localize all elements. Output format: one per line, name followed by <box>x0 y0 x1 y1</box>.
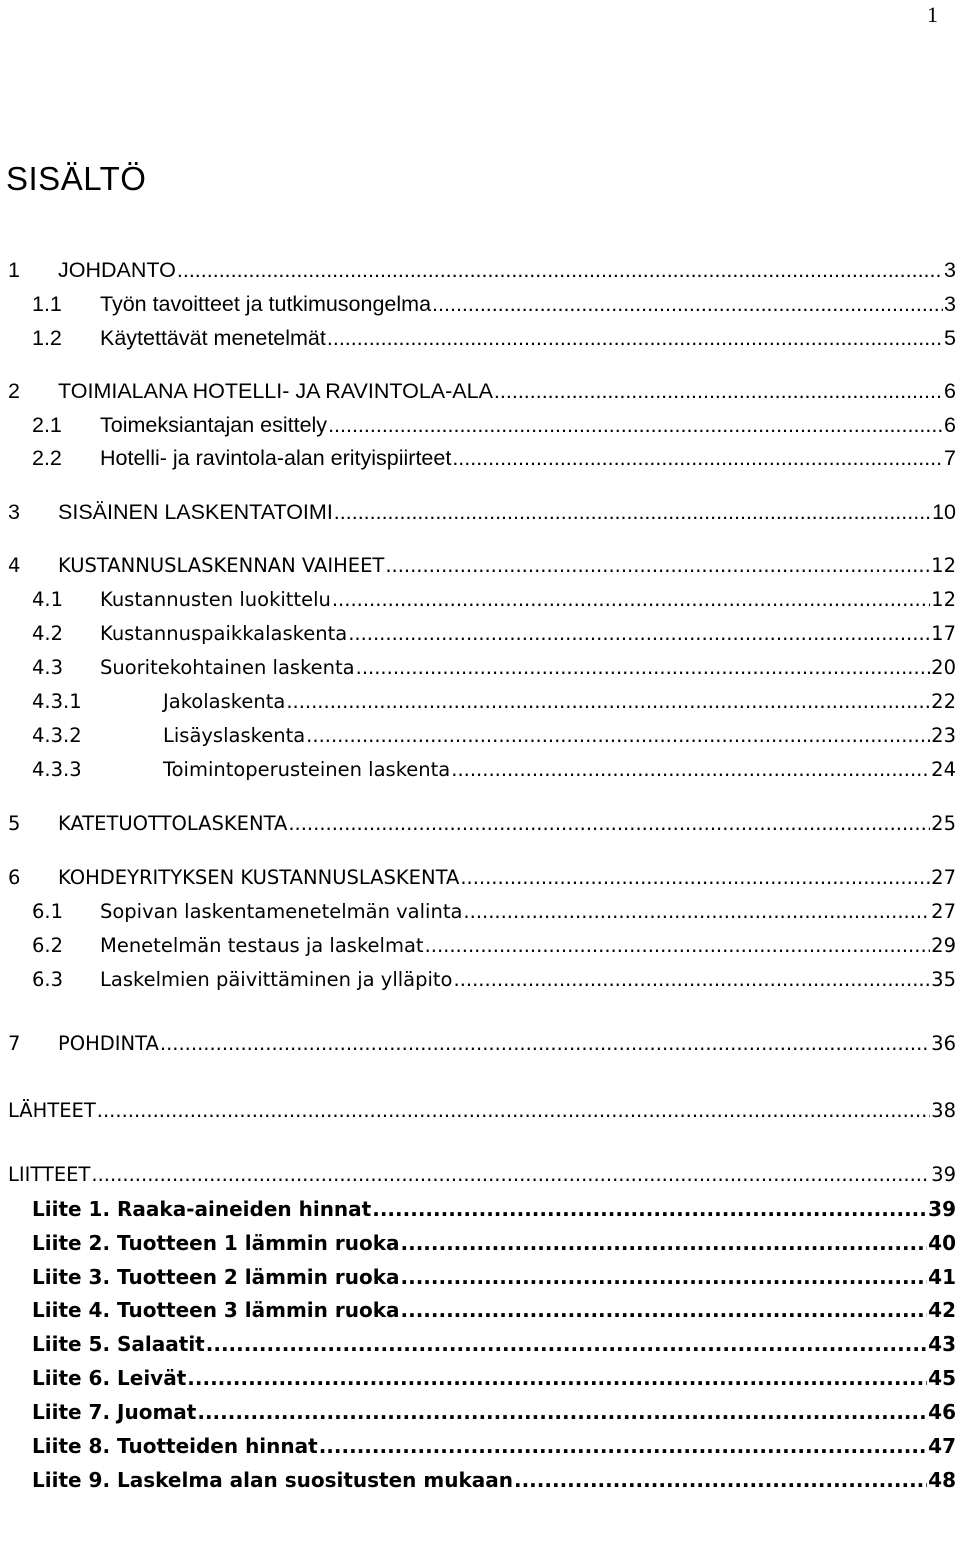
toc-entry[interactable] <box>0 500 956 530</box>
toc-entry-page: 48 <box>928 1468 956 1492</box>
toc-entry-page: 25 <box>931 812 956 835</box>
toc-entry-number: 6.3 <box>32 968 64 991</box>
toc-entry[interactable] <box>0 724 956 754</box>
toc-entry[interactable] <box>0 1434 956 1464</box>
toc-title: SISÄLTÖ <box>6 160 147 197</box>
dot-leader <box>160 1032 930 1055</box>
dot-leader <box>401 1265 928 1289</box>
toc-entry-page: 27 <box>931 866 956 889</box>
toc-entry-title: Käytettävät menetelmät <box>100 326 326 350</box>
toc-entry-page: 17 <box>931 622 956 645</box>
page-number: 1 <box>927 2 938 27</box>
toc-entry[interactable] <box>0 1468 956 1498</box>
dot-leader <box>319 1434 927 1458</box>
dot-leader <box>206 1332 927 1356</box>
toc-entry-page: 45 <box>928 1366 956 1390</box>
toc-entry[interactable] <box>0 292 956 322</box>
toc-entry[interactable] <box>0 656 956 686</box>
dot-leader <box>306 724 930 747</box>
toc-entry[interactable] <box>0 588 956 618</box>
toc-entry-number: 4.2 <box>32 622 64 645</box>
toc-entry-page: 39 <box>928 1197 956 1221</box>
dot-leader <box>288 812 930 835</box>
toc-entry-title: Laskelmien päivittäminen ja ylläpito <box>100 968 453 991</box>
dot-leader <box>452 446 943 471</box>
toc-entry[interactable] <box>0 866 956 896</box>
toc-entry[interactable] <box>0 1298 956 1328</box>
toc-entry-number: 4.1 <box>32 588 64 611</box>
toc-entry-title: LÄHTEET <box>8 1099 96 1122</box>
dot-leader <box>432 292 943 317</box>
toc-entry-number: 6.2 <box>32 934 64 957</box>
dot-leader <box>328 413 943 438</box>
toc-entry-title: Kustannuspaikkalaskenta <box>100 622 348 645</box>
toc-entry-page: 24 <box>931 758 956 781</box>
dot-leader <box>494 379 943 404</box>
toc-entry-page: 29 <box>931 934 956 957</box>
dot-leader <box>451 758 930 781</box>
dot-leader <box>348 622 930 645</box>
dot-leader <box>401 1231 928 1255</box>
toc-entry-page: 35 <box>931 968 956 991</box>
toc-entry[interactable] <box>0 690 956 720</box>
toc-entry[interactable] <box>0 1332 956 1362</box>
toc-entry-page: 39 <box>931 1163 956 1186</box>
toc-entry-number: 1 <box>8 258 20 282</box>
toc-entry-number: 5 <box>8 812 21 835</box>
dot-leader <box>91 1163 930 1186</box>
toc-entry-page: 20 <box>931 656 956 679</box>
dot-leader <box>197 1400 927 1424</box>
toc-entry[interactable] <box>0 554 956 584</box>
dot-leader <box>97 1099 930 1122</box>
dot-leader <box>401 1298 928 1322</box>
toc-entry-page: 42 <box>928 1298 956 1322</box>
toc-entry-title: KATETUOTTOLASKENTA <box>58 812 288 835</box>
toc-entry-title: Hotelli- ja ravintola-alan erityispiirteet <box>100 446 452 470</box>
toc-entry-number: 4.3 <box>32 656 64 679</box>
toc-entry[interactable] <box>0 1197 956 1227</box>
toc-entry-title: Toimintoperusteinen laskenta <box>163 758 451 781</box>
toc-entry-title: Suoritekohtainen laskenta <box>100 656 355 679</box>
dot-leader <box>286 690 930 713</box>
toc-entry-title: POHDINTA <box>58 1032 159 1055</box>
toc-entry-page: 6 <box>944 379 956 403</box>
toc-entry-page: 38 <box>931 1099 956 1122</box>
toc-entry-page: 7 <box>944 446 956 470</box>
toc-entry-title: KUSTANNUSLASKENNAN VAIHEET <box>58 554 385 577</box>
dot-leader <box>425 934 931 957</box>
toc-entry[interactable] <box>0 1265 956 1295</box>
toc-entry[interactable] <box>0 758 956 788</box>
toc-entry-page: 10 <box>932 500 956 524</box>
dot-leader <box>454 968 931 991</box>
toc-entry[interactable] <box>0 379 956 409</box>
toc-entry-page: 27 <box>931 900 956 923</box>
toc-entry-title: LIITTEET <box>8 1163 91 1186</box>
toc-entry-title: Toimeksiantajan esittely <box>100 413 328 437</box>
toc-entry-page: 3 <box>944 258 956 282</box>
toc-entry-page: 12 <box>931 588 956 611</box>
toc-entry-page: 40 <box>928 1231 956 1255</box>
toc-entry-title: Menetelmän testaus ja laskelmat <box>100 934 424 957</box>
toc-entry-page: 12 <box>931 554 956 577</box>
toc-entry-number: 6.1 <box>32 900 64 923</box>
toc-entry-title: TOIMIALANA HOTELLI- JA RAVINTOLA-ALA <box>58 379 493 403</box>
toc-entry-title: Työn tavoitteet ja tutkimusongelma <box>100 292 432 316</box>
toc-entry-page: 41 <box>928 1265 956 1289</box>
toc-entry[interactable] <box>0 1032 956 1062</box>
toc-entry-title: Sopivan laskentamenetelmän valinta <box>100 900 463 923</box>
toc-entry-page: 47 <box>928 1434 956 1458</box>
toc-entry[interactable] <box>0 446 956 476</box>
dot-leader <box>463 900 930 923</box>
dot-leader <box>187 1366 927 1390</box>
toc-entry[interactable] <box>0 900 956 930</box>
toc-entry[interactable] <box>0 413 956 443</box>
toc-entry[interactable] <box>0 622 956 652</box>
toc-entry-number: 2.1 <box>32 413 62 437</box>
toc-entry-number: 4.3.3 <box>32 758 82 781</box>
toc-entry-number: 1.2 <box>32 326 62 350</box>
dot-leader <box>372 1197 927 1221</box>
toc-entry[interactable] <box>0 258 956 288</box>
toc-entry[interactable] <box>0 1400 956 1430</box>
toc-entry-number: 3 <box>8 500 20 524</box>
dot-leader <box>385 554 930 577</box>
toc-entry-number: 2.2 <box>32 446 62 470</box>
toc-entry-title: Liite 3. Tuotteen 2 lämmin ruoka <box>32 1265 400 1289</box>
toc-entry-page: 3 <box>944 292 956 316</box>
toc-entry-page: 5 <box>944 326 956 350</box>
toc-entry[interactable] <box>0 326 956 356</box>
toc-entry-title: SISÄINEN LASKENTATOIMI <box>58 500 333 524</box>
toc-entry-title: Liite 8. Tuotteiden hinnat <box>32 1434 318 1458</box>
toc-entry-title: Kustannusten luokittelu <box>100 588 331 611</box>
toc-entry-page: 23 <box>931 724 956 747</box>
toc-entry-number: 6 <box>8 866 21 889</box>
toc-entry-title: Liite 9. Laskelma alan suositusten mukaan <box>32 1468 513 1492</box>
toc-entry-number: 7 <box>8 1032 21 1055</box>
toc-entry[interactable] <box>0 934 956 964</box>
toc-entry-number: 4.3.2 <box>32 724 82 747</box>
dot-leader <box>332 588 930 611</box>
toc-entry[interactable] <box>0 1231 956 1261</box>
dot-leader <box>334 500 931 525</box>
toc-entry-title: JOHDANTO <box>58 258 176 282</box>
toc-entry-page: 46 <box>928 1400 956 1424</box>
toc-entry-title: Liite 2. Tuotteen 1 lämmin ruoka <box>32 1231 400 1255</box>
toc-entry-title: KOHDEYRITYKSEN KUSTANNUSLASKENTA <box>58 866 460 889</box>
toc-entry-number: 4.3.1 <box>32 690 82 713</box>
toc-entry-title: Liite 6. Leivät <box>32 1366 187 1390</box>
toc-entry-number: 2 <box>8 379 20 403</box>
dot-leader <box>327 326 943 351</box>
toc-entry-page: 36 <box>931 1032 956 1055</box>
toc-entry[interactable] <box>0 968 956 998</box>
toc-entry[interactable] <box>0 1099 956 1129</box>
dot-leader <box>177 258 943 283</box>
toc-entry-page: 43 <box>928 1332 956 1356</box>
toc-entry-title: Liite 4. Tuotteen 3 lämmin ruoka <box>32 1298 400 1322</box>
toc-entry-page: 22 <box>931 690 956 713</box>
toc-entry-title: Lisäyslaskenta <box>163 724 306 747</box>
toc-entry-title: Liite 1. Raaka-aineiden hinnat <box>32 1197 372 1221</box>
toc-entry-title: Liite 5. Salaatit <box>32 1332 205 1356</box>
toc-entry[interactable] <box>0 812 956 842</box>
dot-leader <box>356 656 931 679</box>
toc-entry-title: Jakolaskenta <box>163 690 286 713</box>
toc-entry-page: 6 <box>944 413 956 437</box>
dot-leader <box>460 866 930 889</box>
toc-entry[interactable] <box>0 1366 956 1396</box>
dot-leader <box>514 1468 927 1492</box>
toc-entry-title: Liite 7. Juomat <box>32 1400 197 1424</box>
toc-entry-number: 4 <box>8 554 21 577</box>
toc-entry[interactable] <box>0 1163 956 1193</box>
toc-entry-number: 1.1 <box>32 292 62 316</box>
